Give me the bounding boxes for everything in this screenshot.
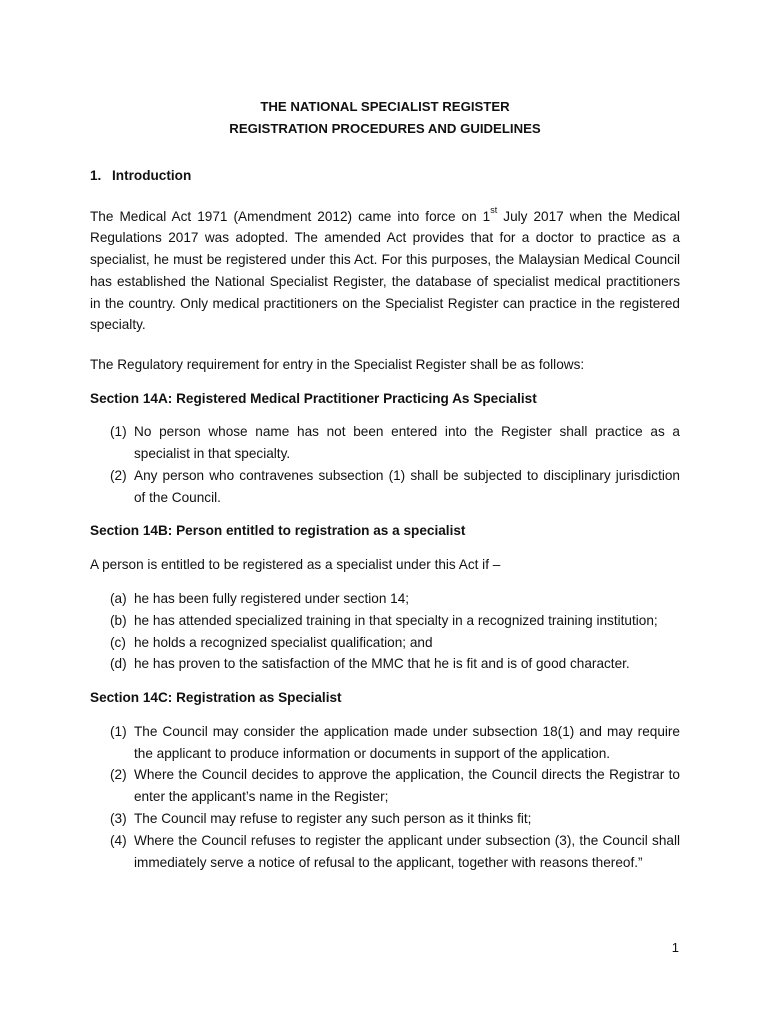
- list-item-text: Where the Council decides to approve the application, the Council directs the Registrar to enter the applicant’s name in the Register;: [134, 767, 680, 805]
- list-item-text: he has proven to the satisfaction of the MMC that he is fit and is of good character.: [134, 656, 630, 672]
- list-item-text: The Council may refuse to register any such person as it thinks fit;: [134, 811, 532, 826]
- list-item-marker: (a): [110, 590, 127, 606]
- page-number: 1: [671, 940, 679, 955]
- list-item-text: No person whose name has not been entered into the Register shall practice as a specialist in that specialty.: [134, 424, 680, 462]
- list-item: [110, 830, 680, 873]
- list-item-marker: (1): [110, 424, 127, 440]
- list-item: [110, 421, 680, 464]
- intro-paragraph: [90, 206, 680, 336]
- list-item-marker: (b): [110, 612, 127, 628]
- list-item-marker: (1): [110, 723, 127, 739]
- list-item: [110, 610, 680, 632]
- list-item: [110, 653, 680, 675]
- section-1-title: Introduction: [112, 168, 192, 183]
- section-1-heading: [90, 165, 680, 187]
- list-item: [110, 465, 680, 508]
- list-item-marker: (4): [110, 832, 127, 848]
- list-item-text: he has been fully registered under section 14;: [134, 590, 410, 606]
- section-14b-list: [90, 588, 680, 675]
- list-item-text: he holds a recognized specialist qualification; and: [134, 634, 433, 650]
- section-14b-intro: A person is entitled to be registered as a specialist under this Act if –: [90, 557, 501, 573]
- document-title-line-1: THE NATIONAL SPECIALIST REGISTER: [260, 99, 510, 114]
- list-item-text: Where the Council refuses to register the applicant under subsection (3), the Council shall immediately serve a notice of refusal to the applicant, together with reasons thereof.”: [134, 832, 680, 870]
- list-item: [110, 632, 680, 654]
- list-item-text: The Council may consider the application made under subsection 18(1) and may require the applicant to produce information or documents in support of the application.: [134, 723, 680, 761]
- section-14c-heading: Section 14C: Registration as Specialist: [90, 690, 342, 706]
- intro-part-1: The Medical Act 1971 (Amendment 2012) came into force on 1: [90, 208, 491, 224]
- document-page: [90, 96, 680, 885]
- section-14a-list: [90, 421, 680, 508]
- list-item: [110, 588, 680, 610]
- section-1-number: 1.: [90, 168, 102, 183]
- document-title-line-2: REGISTRATION PROCEDURES AND GUIDELINES: [229, 121, 541, 136]
- list-item-marker: (d): [110, 656, 127, 672]
- list-item: [110, 721, 680, 764]
- section-14b-heading: Section 14B: Person entitled to registration as a specialist: [90, 523, 466, 539]
- list-item-marker: (2): [110, 467, 127, 483]
- intro-part-2: July 2017 when the Medical Regulations 2017 was adopted. The amended Act provides that for a doctor to practice as a specialist, he must be registered under this Act. For this purposes, the Malaysian Medical Council has established the National Specialist Register, the database of specialist medical practitioners in the country. Only medical practitioners on the Specialist Register can practice in the registered specialty.: [90, 208, 680, 333]
- list-item: [110, 808, 680, 830]
- list-item-marker: (2): [110, 767, 127, 783]
- regulatory-requirement-line: The Regulatory requirement for entry in the Specialist Register shall be as follows:: [90, 356, 585, 372]
- section-14c-list: [90, 721, 680, 873]
- list-item: [110, 764, 680, 807]
- intro-superscript: st: [490, 205, 498, 216]
- list-item-marker: (c): [110, 634, 126, 650]
- list-item-text: he has attended specialized training in that specialty in a recognized training institution;: [134, 612, 658, 628]
- list-item-marker: (3): [110, 811, 127, 826]
- list-item-text: Any person who contravenes subsection (1) shall be subjected to disciplinary jurisdiction of the Council.: [134, 467, 680, 505]
- section-14a-heading: Section 14A: Registered Medical Practitioner Practicing As Specialist: [90, 390, 537, 406]
